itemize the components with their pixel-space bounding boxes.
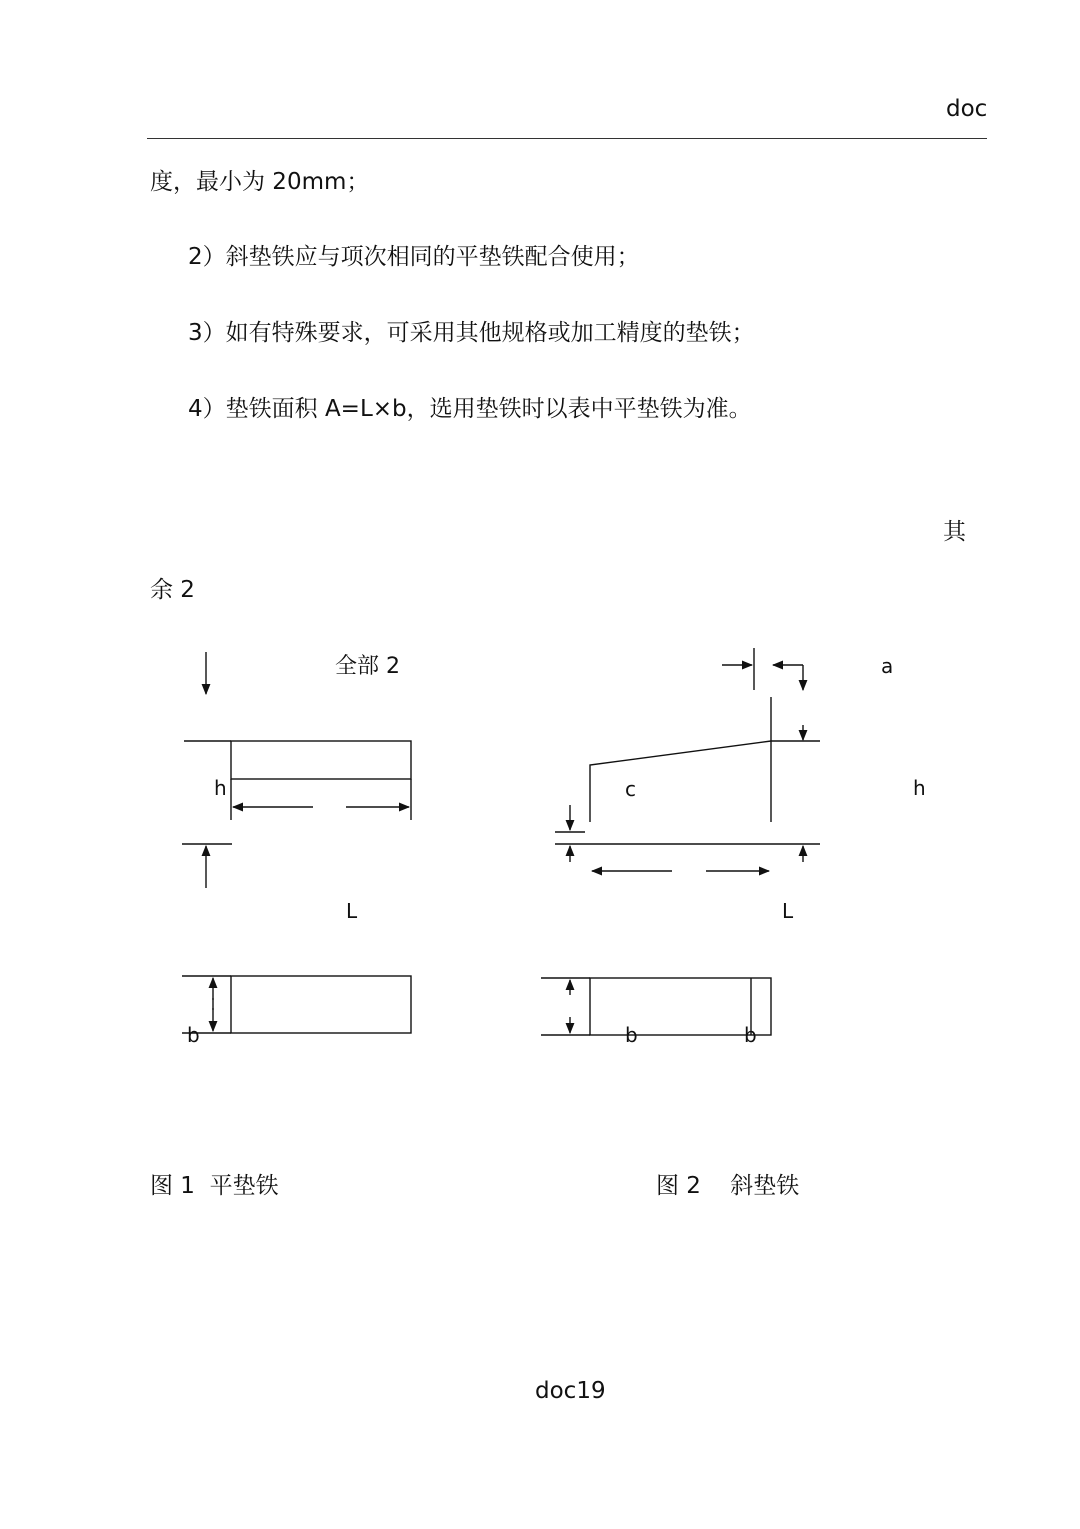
fig2-a-label: a (881, 654, 894, 678)
figure1-caption: 图 1 平垫铁 (150, 1173, 279, 1199)
fig1-roughness-label: 全部 2 (335, 654, 400, 679)
page-footer: doc19 (535, 1378, 606, 1404)
note-item-4: 4）垫铁面积 A=L×b，选用垫铁时以表中平垫铁为准。 (188, 396, 752, 422)
figure2-top-view (541, 978, 771, 1035)
paragraph-continuation: 度，最小为 20mm； (150, 169, 370, 195)
note-item-3: 3）如有特殊要求，可采用其他规格或加工精度的垫铁； (188, 320, 755, 346)
fig1-L-label: L (346, 899, 358, 923)
figure1-top-view (182, 976, 411, 1033)
fig1-plan-rect (231, 976, 411, 1033)
fig2-h-label: h (913, 776, 926, 800)
figure2-caption: 图 2 斜垫铁 (656, 1173, 800, 1199)
fig1-body-rect (231, 741, 411, 779)
note-item-2: 2）斜垫铁应与项次相同的平垫铁配合使用； (188, 244, 640, 270)
roughness-note-qi: 其 (943, 519, 966, 545)
fig2-L-label: L (782, 899, 794, 923)
fig1-h-label: h (214, 776, 227, 800)
figure2-front-view (555, 648, 820, 871)
figure1-front-view (182, 652, 411, 888)
roughness-note-yu: 余 2 (150, 577, 195, 603)
page-header: doc (946, 96, 988, 122)
fig2-b-label-right: b (744, 1023, 757, 1047)
fig2-c-label: c (625, 777, 636, 801)
fig2-b-label-left: b (625, 1023, 638, 1047)
fig1-b-label: b (187, 1023, 200, 1047)
